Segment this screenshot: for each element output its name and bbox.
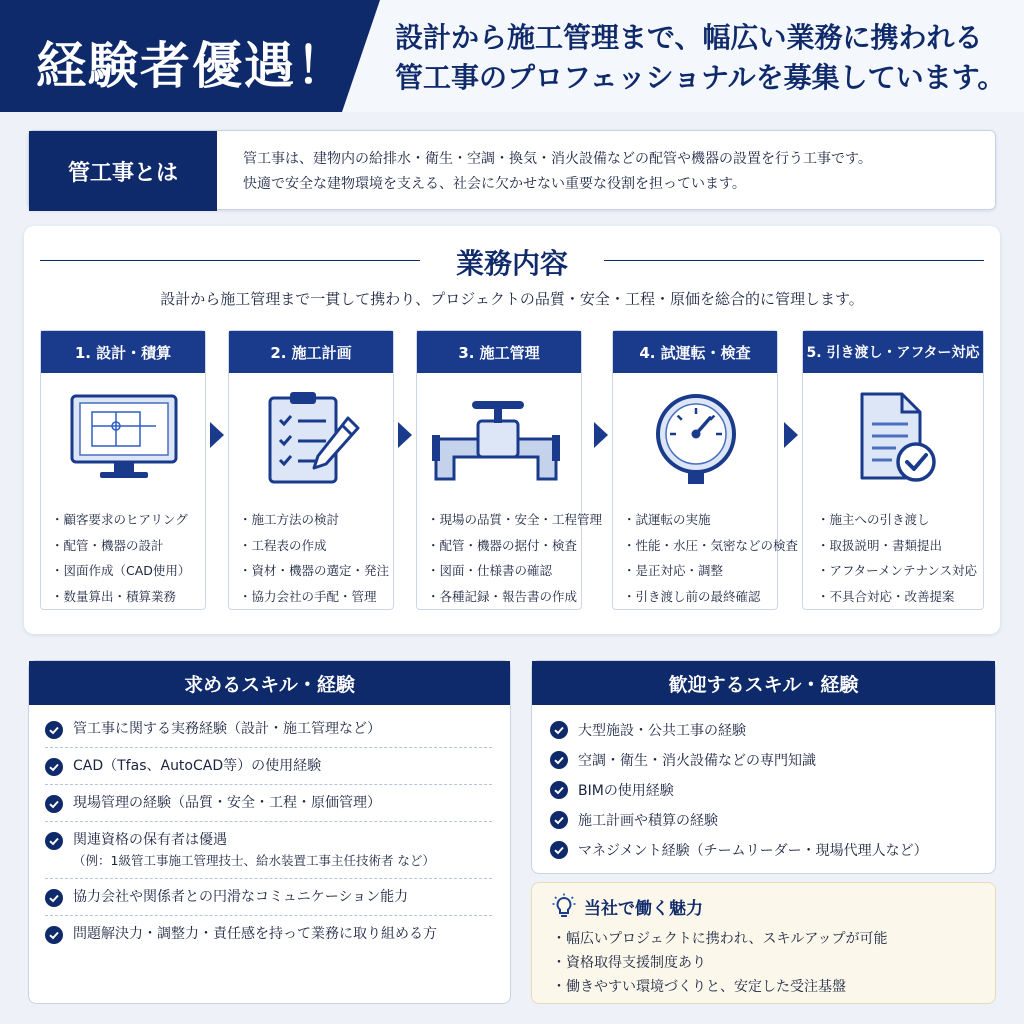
list-item: 大型施設・公共工事の経験 [550, 715, 979, 745]
required-skills-panel [28, 660, 511, 1004]
list-item: ・工程表の作成 [239, 537, 327, 553]
page-header [0, 0, 1024, 112]
work-step-5 [802, 330, 984, 610]
welcome-skills-panel [531, 660, 996, 874]
step-arrow-icon [594, 422, 608, 448]
list-item: CAD（Tfas、AutoCAD等）の使用経験 [45, 748, 492, 785]
about-section [28, 130, 996, 210]
pipe-valve-icon [430, 395, 570, 481]
list-item: ・図面・仕様書の確認 [427, 563, 553, 578]
list-item: ・施主への引き渡し [817, 512, 930, 527]
required-skills-title: 求めるスキル・経験 [29, 661, 510, 705]
pressure-gauge-icon [646, 388, 746, 488]
list-item: 空調・衛生・消火設備などの専門知識 [550, 745, 979, 775]
work-section [24, 226, 1000, 634]
list-item: ・性能・水圧・気密などの検査 [623, 537, 799, 553]
step-arrow-icon [784, 422, 798, 448]
lightbulb-icon [552, 893, 576, 919]
work-subtitle: 設計から施工管理まで一貫して携わり、プロジェクトの品質・安全・工程・原価を総合的に管理します。 [160, 290, 864, 308]
list-item: ・資格取得支援制度あり [552, 955, 706, 971]
work-step-title: 5. 引き渡し・アフター対応 [803, 331, 983, 373]
work-step-list [51, 507, 201, 609]
check-circle-icon [45, 832, 63, 850]
required-skills-list [29, 705, 510, 952]
list-item: ・数量算出・積算業務 [51, 588, 177, 604]
appeal-title-row [552, 893, 703, 919]
list-item: ・取扱説明・書類提出 [817, 537, 943, 553]
work-title-row [40, 242, 984, 278]
work-step-list [427, 507, 603, 609]
check-circle-icon [550, 841, 568, 859]
work-step-title: 2. 施工計画 [229, 331, 393, 373]
list-item: ・配管・機器の据付・検査 [427, 537, 578, 553]
list-item: ・幅広いプロジェクトに携われ、スキルアップが可能 [552, 931, 888, 947]
about-line-2: 快適で安全な建物環境を支える、社会に欠かせない重要な役割を担っています。 [243, 176, 746, 192]
list-item: ・配管・機器の設計 [51, 537, 164, 553]
appeal-title: 当社で働く魅力 [584, 898, 703, 919]
welcome-skills-title: 歓迎するスキル・経験 [532, 661, 995, 705]
work-step-title: 3. 施工管理 [417, 331, 581, 373]
monitor-blueprint-icon [68, 392, 180, 484]
list-item: 問題解決力・調整力・責任感を持って業務に取り組める方 [45, 916, 492, 952]
check-circle-icon [45, 795, 63, 813]
check-circle-icon [550, 751, 568, 769]
about-label: 管工事とは [29, 131, 217, 211]
step-arrow-icon [398, 422, 412, 448]
header-tagline-line-1: 設計から施工管理まで、幅広い業務に携われる [395, 21, 983, 54]
step-arrow-icon [210, 422, 224, 448]
list-item: ・引き渡し前の最終確認 [623, 588, 761, 604]
list-item: ・各種記録・報告書の作成 [427, 588, 578, 604]
check-circle-icon [45, 721, 63, 739]
header-tagline [395, 18, 1010, 98]
list-item: 協力会社や関係者との円滑なコミュニケーション能力 [45, 879, 492, 916]
check-circle-icon [45, 889, 63, 907]
work-title: 業務内容 [455, 247, 568, 280]
company-appeal-panel [531, 882, 996, 1004]
work-step-2 [228, 330, 394, 610]
work-step-list [239, 507, 389, 609]
list-item: ・是正対応・調整 [623, 563, 724, 578]
check-circle-icon [550, 721, 568, 739]
header-tagline-line-2: 管工事のプロフェッショナルを募集しています。 [395, 61, 1006, 94]
list-item: ・現場の品質・安全・工程管理 [427, 512, 603, 527]
work-step-3 [416, 330, 603, 610]
about-description [243, 147, 983, 197]
work-step-1 [40, 330, 206, 610]
check-circle-icon [45, 926, 63, 944]
check-circle-icon [550, 811, 568, 829]
check-circle-icon [45, 758, 63, 776]
work-step-title: 1. 設計・積算 [41, 331, 205, 373]
list-item: ・図面作成（CAD使用） [51, 563, 191, 578]
about-line-1: 管工事は、建物内の給排水・衛生・空調・換気・消火設備などの配管や機器の設置を行う工事です。 [243, 151, 872, 167]
document-check-icon [844, 388, 944, 488]
appeal-list [552, 927, 887, 999]
list-item: ・協力会社の手配・管理 [239, 588, 377, 604]
list-item: 管工事に関する実務経験（設計・施工管理など） [45, 711, 492, 748]
list-item: ・顧客要求のヒアリング [51, 512, 188, 527]
work-step-list [817, 507, 978, 609]
list-item: ・アフターメンテナンス対応 [817, 563, 978, 578]
list-item: 施工計画や積算の経験 [550, 805, 979, 835]
work-step-title: 4. 試運転・検査 [613, 331, 777, 373]
work-step-list [623, 507, 799, 609]
list-item: ・働きやすい環境づくりと、安定した受注基盤 [552, 979, 846, 995]
check-circle-icon [550, 781, 568, 799]
clipboard-checklist-icon [260, 388, 364, 488]
list-item: ・施工方法の検討 [239, 512, 340, 527]
list-item: ・不具合対応・改善提案 [817, 588, 955, 604]
work-step-4 [612, 330, 799, 610]
list-item: ・試運転の実施 [623, 512, 711, 527]
header-banner-title: 経験者優遇！ [36, 37, 348, 95]
list-item: 関連資格の保有者は優遇 （例：1級管工事施工管理技士、給水装置工事主任技術者 など） [45, 822, 492, 879]
list-item: ・資材・機器の選定・発注 [239, 563, 390, 578]
list-item: BIMの使用経験 [550, 775, 979, 805]
list-item: 現場管理の経験（品質・安全・工程・原価管理） [45, 785, 492, 822]
list-item: マネジメント経験（チームリーダー・現場代理人など） [550, 835, 979, 865]
title-divider-right [604, 260, 984, 261]
welcome-skills-list [532, 705, 995, 865]
